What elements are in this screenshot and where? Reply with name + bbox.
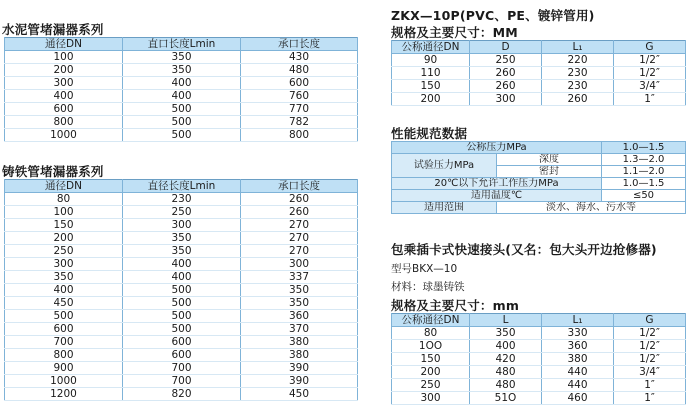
iron-cell: 80 bbox=[5, 193, 123, 206]
joint-cell: 350 bbox=[470, 327, 542, 340]
iron-cell: 200 bbox=[5, 232, 123, 245]
joint-header-l: L bbox=[470, 314, 542, 327]
perf-title: 性能规范数据 bbox=[391, 126, 468, 141]
iron-table-row bbox=[5, 258, 358, 271]
iron-cell: 350 bbox=[5, 271, 123, 284]
cement-cell: 782 bbox=[241, 116, 358, 129]
zkx-cell: 200 bbox=[392, 93, 470, 106]
iron-table-row bbox=[5, 362, 358, 375]
joint-cell: 330 bbox=[542, 327, 614, 340]
perf-work-label: 20℃以下允许工作压力MPa bbox=[392, 178, 602, 190]
joint-cell: 440 bbox=[542, 379, 614, 392]
iron-table-row bbox=[5, 245, 358, 258]
cement-cell: 480 bbox=[241, 64, 358, 77]
iron-cell: 700 bbox=[123, 362, 241, 375]
iron-cell: 500 bbox=[5, 310, 123, 323]
zkx-cell: 110 bbox=[392, 67, 470, 80]
iron-cell: 800 bbox=[5, 349, 123, 362]
iron-table-row bbox=[5, 323, 358, 336]
iron-cell: 350 bbox=[241, 284, 358, 297]
zkx-cell: 260 bbox=[470, 80, 542, 93]
zkx-cell: 230 bbox=[542, 67, 614, 80]
zkx-cell: 3/4″ bbox=[614, 80, 686, 93]
joint-subtitle: 规格及主要尺寸：mm bbox=[391, 298, 520, 313]
joint-cell: 200 bbox=[392, 366, 470, 379]
cement-header-socket: 承口长度 bbox=[241, 38, 358, 51]
cement-table-row bbox=[5, 103, 358, 116]
perf-work-value: 1.0—1.5 bbox=[602, 178, 686, 190]
joint-header-l1: L₁ bbox=[542, 314, 614, 327]
iron-cell: 700 bbox=[5, 336, 123, 349]
joint-cell: 80 bbox=[392, 327, 470, 340]
cement-table-row bbox=[5, 116, 358, 129]
joint-table bbox=[391, 313, 686, 405]
joint-cell: 3/4″ bbox=[614, 366, 686, 379]
cement-table-row bbox=[5, 64, 358, 77]
joint-cell: 51O bbox=[470, 392, 542, 405]
joint-cell: 150 bbox=[392, 353, 470, 366]
joint-cell: 1/2″ bbox=[614, 340, 686, 353]
iron-cell: 300 bbox=[241, 258, 358, 271]
iron-cell: 400 bbox=[123, 258, 241, 271]
iron-table bbox=[4, 179, 358, 401]
joint-cell: 1/2″ bbox=[614, 327, 686, 340]
cement-cell: 500 bbox=[123, 103, 241, 116]
joint-cell: 420 bbox=[470, 353, 542, 366]
iron-cell: 500 bbox=[123, 284, 241, 297]
cement-cell: 800 bbox=[5, 116, 123, 129]
cement-cell: 350 bbox=[123, 51, 241, 64]
perf-temp-value: ≤50 bbox=[602, 190, 686, 202]
iron-cell: 260 bbox=[241, 193, 358, 206]
perf-seal-label: 密封 bbox=[497, 166, 602, 178]
perf-temp-label: 适用温度℃ bbox=[392, 190, 602, 202]
iron-cell: 500 bbox=[123, 310, 241, 323]
cement-cell: 400 bbox=[5, 90, 123, 103]
iron-cell: 500 bbox=[123, 323, 241, 336]
zkx-table bbox=[391, 40, 686, 106]
iron-cell: 820 bbox=[123, 388, 241, 401]
cement-cell: 500 bbox=[123, 129, 241, 142]
iron-cell: 390 bbox=[241, 375, 358, 388]
iron-cell: 350 bbox=[241, 297, 358, 310]
iron-cell: 350 bbox=[123, 245, 241, 258]
cement-table-row bbox=[5, 129, 358, 142]
zkx-cell: 260 bbox=[470, 67, 542, 80]
joint-cell: 1″ bbox=[614, 392, 686, 405]
iron-header-diameter: 直径长度Lmin bbox=[123, 180, 241, 193]
perf-pressure-label: 公称压力MPa bbox=[392, 142, 602, 154]
zkx-cell: 1/2″ bbox=[614, 54, 686, 67]
joint-table-row bbox=[392, 392, 686, 405]
zkx-title: ZKX—10P(PVC、PE、镀锌管用) bbox=[391, 8, 595, 23]
joint-cell: 1OO bbox=[392, 340, 470, 353]
iron-cell: 250 bbox=[123, 206, 241, 219]
iron-cell: 1000 bbox=[5, 375, 123, 388]
iron-table-row bbox=[5, 310, 358, 323]
zkx-subtitle: 规格及主要尺寸：MM bbox=[391, 25, 518, 40]
iron-cell: 260 bbox=[241, 206, 358, 219]
iron-table-row bbox=[5, 388, 358, 401]
iron-cell: 400 bbox=[5, 284, 123, 297]
joint-table-row bbox=[392, 353, 686, 366]
joint-cell: 250 bbox=[392, 379, 470, 392]
iron-table-row bbox=[5, 349, 358, 362]
iron-cell: 360 bbox=[241, 310, 358, 323]
joint-material: 材料：球墨铸铁 bbox=[391, 281, 465, 293]
iron-table-row bbox=[5, 297, 358, 310]
joint-header-dn: 公称通径DN bbox=[392, 314, 470, 327]
joint-cell: 400 bbox=[470, 340, 542, 353]
joint-cell: 300 bbox=[392, 392, 470, 405]
joint-table-row bbox=[392, 379, 686, 392]
zkx-table-row bbox=[392, 54, 686, 67]
iron-cell: 300 bbox=[5, 258, 123, 271]
perf-pressure-value: 1.0—1.5 bbox=[602, 142, 686, 154]
iron-cell: 100 bbox=[5, 206, 123, 219]
iron-header-dn: 通径DN bbox=[5, 180, 123, 193]
iron-cell: 150 bbox=[5, 219, 123, 232]
iron-cell: 250 bbox=[5, 245, 123, 258]
iron-cell: 270 bbox=[241, 219, 358, 232]
iron-cell: 500 bbox=[123, 297, 241, 310]
joint-cell: 480 bbox=[470, 366, 542, 379]
joint-table-row bbox=[392, 366, 686, 379]
cement-cell: 600 bbox=[5, 103, 123, 116]
zkx-cell: 150 bbox=[392, 80, 470, 93]
joint-cell: 440 bbox=[542, 366, 614, 379]
zkx-header-g: G bbox=[614, 41, 686, 54]
cement-cell: 760 bbox=[241, 90, 358, 103]
cement-cell: 400 bbox=[123, 77, 241, 90]
iron-cell: 450 bbox=[5, 297, 123, 310]
cement-cell: 100 bbox=[5, 51, 123, 64]
iron-table-row bbox=[5, 284, 358, 297]
joint-header-g: G bbox=[614, 314, 686, 327]
iron-header-socket: 承口长度 bbox=[241, 180, 358, 193]
zkx-header-dn: 公称通径DN bbox=[392, 41, 470, 54]
perf-range-value: 淡水、海水、污水等 bbox=[497, 202, 686, 214]
iron-cell: 700 bbox=[123, 375, 241, 388]
joint-cell: 1″ bbox=[614, 379, 686, 392]
iron-cell: 400 bbox=[123, 271, 241, 284]
iron-cell: 370 bbox=[241, 323, 358, 336]
iron-cell: 350 bbox=[123, 232, 241, 245]
perf-test-label: 试验压力MPa bbox=[392, 154, 497, 178]
perf-strength-label: 深度 bbox=[497, 154, 602, 166]
iron-cell: 380 bbox=[241, 336, 358, 349]
iron-cell: 600 bbox=[5, 323, 123, 336]
iron-cell: 270 bbox=[241, 245, 358, 258]
perf-seal-value: 1.1—2.0 bbox=[602, 166, 686, 178]
cement-title: 水泥管堵漏器系列 bbox=[2, 22, 104, 37]
iron-cell: 1200 bbox=[5, 388, 123, 401]
zkx-cell: 1/2″ bbox=[614, 67, 686, 80]
iron-cell: 230 bbox=[123, 193, 241, 206]
perf-table bbox=[391, 141, 686, 214]
iron-title: 铸铁管堵漏器系列 bbox=[2, 164, 104, 179]
zkx-table-row bbox=[392, 67, 686, 80]
iron-cell: 390 bbox=[241, 362, 358, 375]
cement-cell: 200 bbox=[5, 64, 123, 77]
zkx-header-d: D bbox=[470, 41, 542, 54]
iron-table-row bbox=[5, 219, 358, 232]
iron-table-row bbox=[5, 375, 358, 388]
joint-cell: 360 bbox=[542, 340, 614, 353]
joint-cell: 1/2″ bbox=[614, 353, 686, 366]
cement-cell: 500 bbox=[123, 116, 241, 129]
cement-table-row bbox=[5, 77, 358, 90]
cement-header-dn: 通径DN bbox=[5, 38, 123, 51]
iron-table-row bbox=[5, 336, 358, 349]
iron-cell: 300 bbox=[123, 219, 241, 232]
cement-cell: 1000 bbox=[5, 129, 123, 142]
cement-cell: 430 bbox=[241, 51, 358, 64]
joint-cell: 380 bbox=[542, 353, 614, 366]
joint-model: 型号BKX—10 bbox=[391, 263, 458, 275]
iron-table-row bbox=[5, 193, 358, 206]
iron-cell: 337 bbox=[241, 271, 358, 284]
iron-table-row bbox=[5, 271, 358, 284]
cement-cell: 600 bbox=[241, 77, 358, 90]
zkx-header-l1: L₁ bbox=[542, 41, 614, 54]
zkx-cell: 220 bbox=[542, 54, 614, 67]
joint-title: 包乘插卡式快速接头(又名：包大头开边抢修器) bbox=[391, 242, 657, 257]
zkx-table-row bbox=[392, 93, 686, 106]
zkx-cell: 250 bbox=[470, 54, 542, 67]
iron-cell: 900 bbox=[5, 362, 123, 375]
perf-strength-value: 1.3—2.0 bbox=[602, 154, 686, 166]
iron-cell: 450 bbox=[241, 388, 358, 401]
zkx-cell: 1″ bbox=[614, 93, 686, 106]
cement-cell: 770 bbox=[241, 103, 358, 116]
zkx-table-row bbox=[392, 80, 686, 93]
cement-cell: 350 bbox=[123, 64, 241, 77]
iron-table-row bbox=[5, 206, 358, 219]
zkx-cell: 260 bbox=[542, 93, 614, 106]
cement-table-row bbox=[5, 51, 358, 64]
iron-cell: 600 bbox=[123, 336, 241, 349]
cement-cell: 300 bbox=[5, 77, 123, 90]
joint-cell: 480 bbox=[470, 379, 542, 392]
cement-table bbox=[4, 37, 358, 142]
iron-cell: 380 bbox=[241, 349, 358, 362]
iron-cell: 600 bbox=[123, 349, 241, 362]
cement-header-straight: 直口长度Lmin bbox=[123, 38, 241, 51]
cement-cell: 800 bbox=[241, 129, 358, 142]
perf-range-label: 适用范围 bbox=[392, 202, 497, 214]
zkx-cell: 300 bbox=[470, 93, 542, 106]
iron-table-row bbox=[5, 232, 358, 245]
iron-cell: 270 bbox=[241, 232, 358, 245]
zkx-cell: 90 bbox=[392, 54, 470, 67]
cement-cell: 400 bbox=[123, 90, 241, 103]
joint-table-row bbox=[392, 340, 686, 353]
joint-cell: 460 bbox=[542, 392, 614, 405]
zkx-cell: 230 bbox=[542, 80, 614, 93]
joint-table-row bbox=[392, 327, 686, 340]
cement-table-row bbox=[5, 90, 358, 103]
